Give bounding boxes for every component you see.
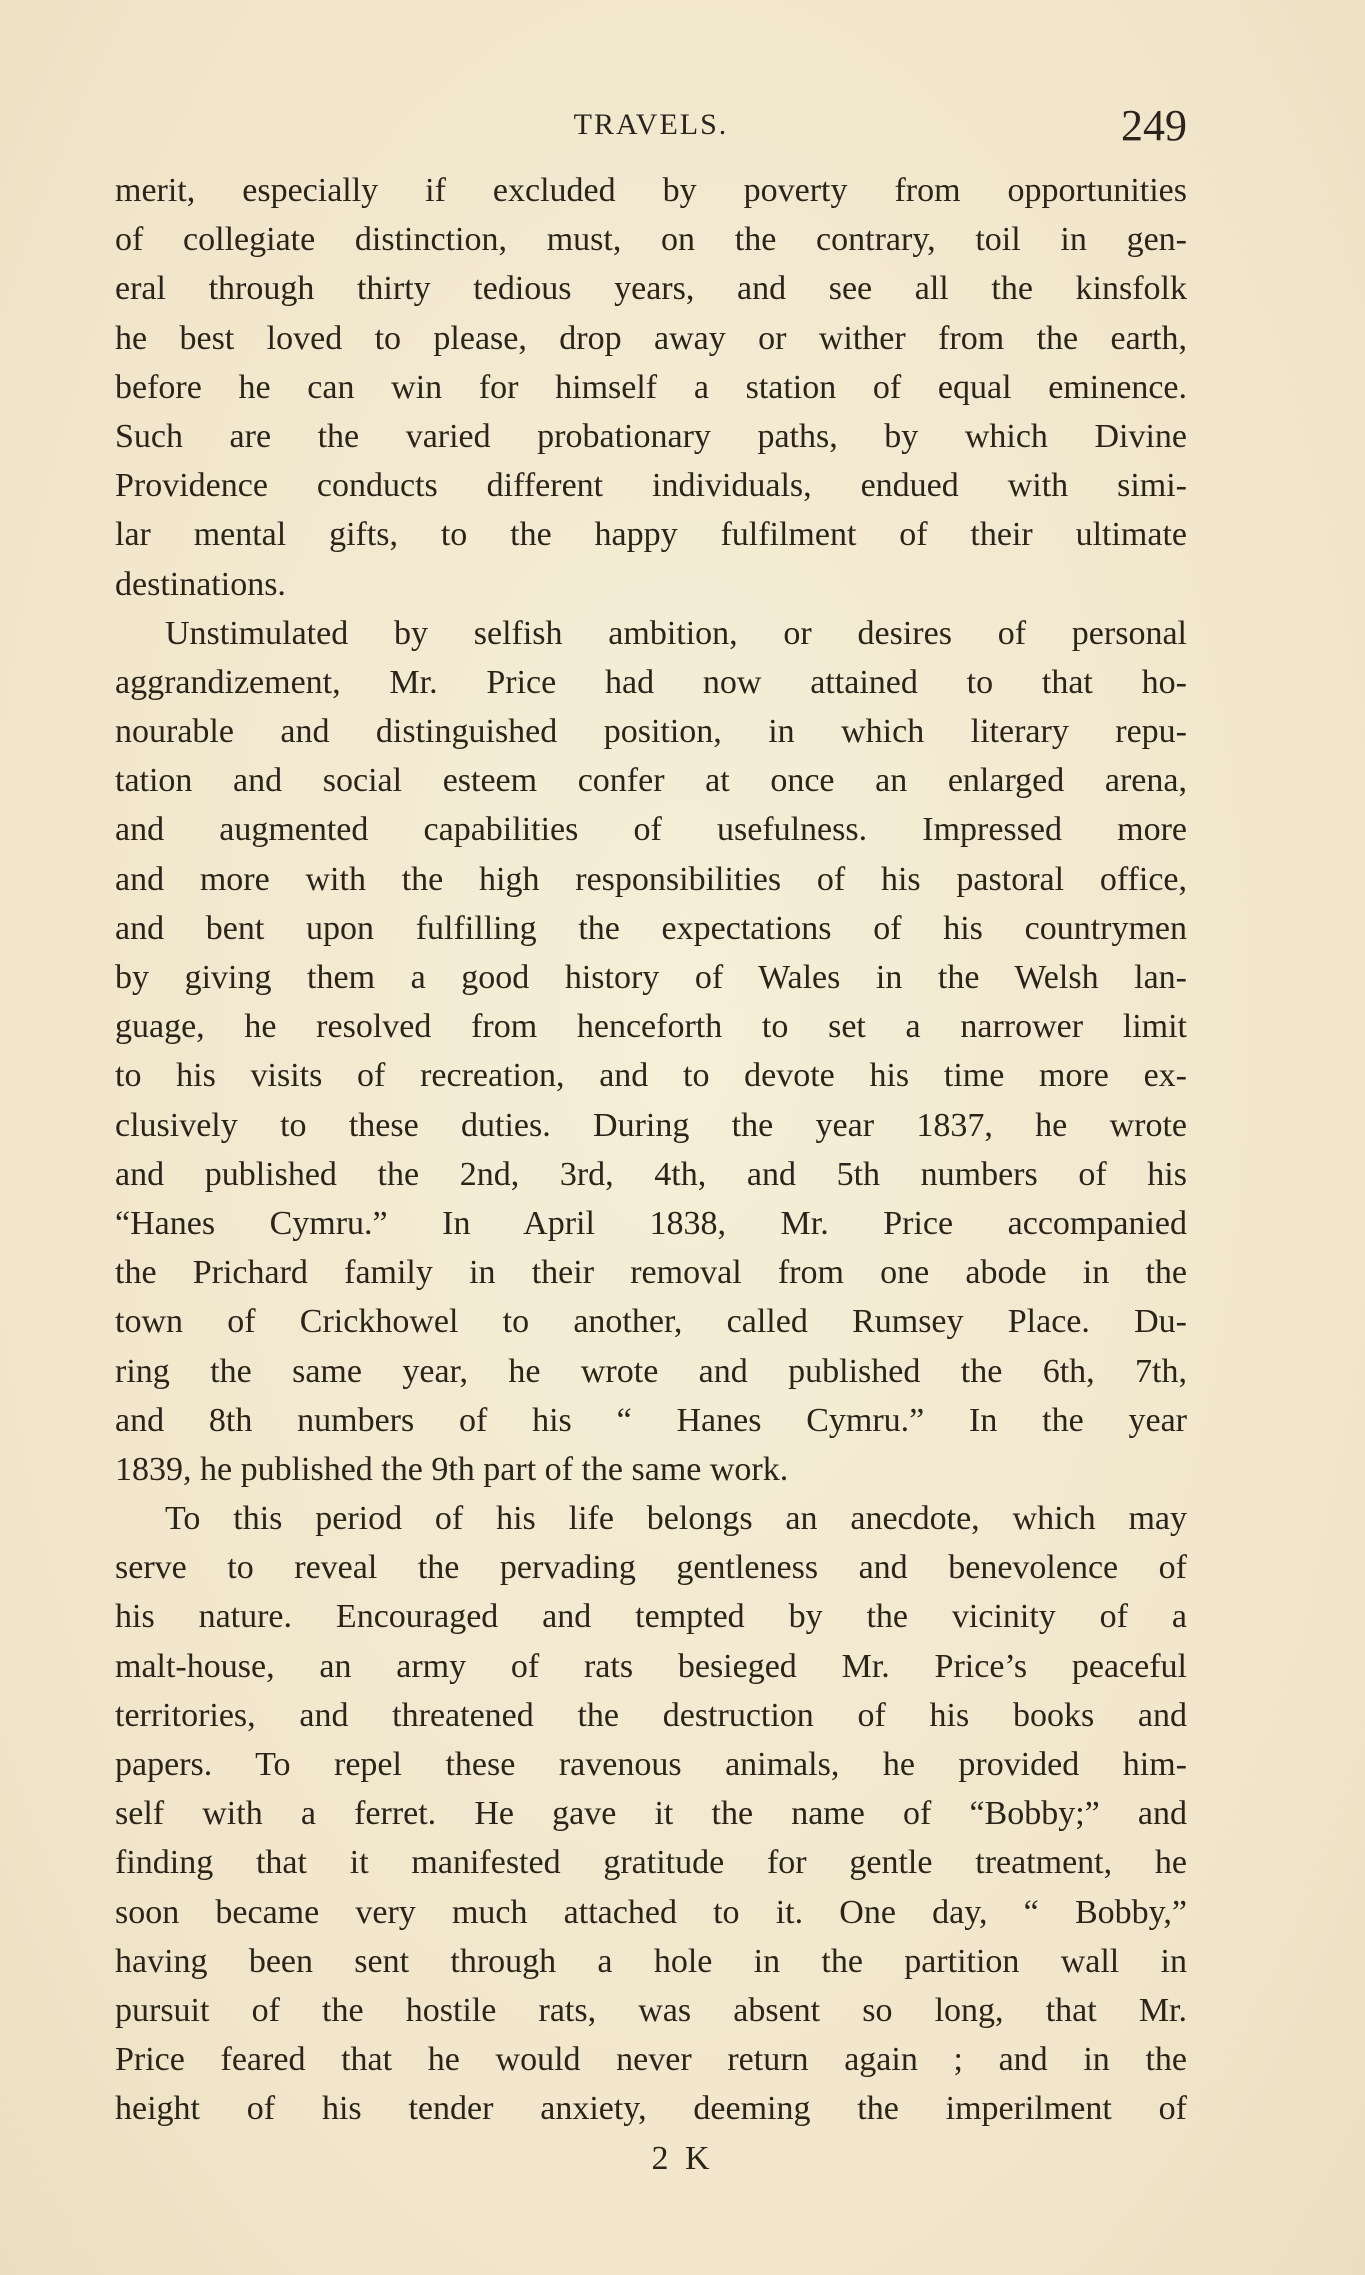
text-line: self with a ferret. He gave it the name of “Bobby;” and [115, 1795, 1187, 1833]
text-line: he best loved to please, drop away or wither from the earth, [115, 319, 1187, 357]
text-line: merit, especially if excluded by poverty from opportunities [115, 172, 1187, 209]
page-number: 249 [1121, 101, 1187, 150]
body-text [115, 166, 1187, 2134]
text-line: To this period of his life belongs an anecdote, which may [165, 1500, 1187, 1538]
text-line: Such are the varied probationary paths, by which Divine [115, 417, 1187, 455]
text-line: of collegiate distinction, must, on the contrary, toil in gen- [115, 221, 1187, 259]
text-line: serve to reveal the pervading gentleness and benevolence of [115, 1549, 1187, 1587]
text-line: before he can win for himself a station of equal eminence. [115, 368, 1187, 406]
text-line: having been sent through a hole in the partition wall in [115, 1942, 1187, 1980]
page-header [115, 100, 1187, 156]
signature-mark: 2 K [651, 2140, 714, 2177]
text-line: malt-house, an army of rats besieged Mr. Price’s peaceful [115, 1647, 1187, 1685]
text-line: ring the same year, he wrote and published the 6th, 7th, [115, 1352, 1187, 1390]
text-line: and published the 2nd, 3rd, 4th, and 5th numbers of his [115, 1155, 1187, 1193]
text-line: the Prichard family in their removal from one abode in the [115, 1254, 1187, 1292]
text-line: to his visits of recreation, and to devote his time more ex- [115, 1057, 1187, 1095]
text-line: finding that it manifested gratitude for gentle treatment, he [115, 1844, 1187, 1882]
text-line: by giving them a good history of Wales in the Welsh lan- [115, 959, 1187, 996]
text-line: territories, and threatened the destruction of his books and [115, 1696, 1187, 1734]
text-line: and bent upon fulfilling the expectations of his countrymen [115, 909, 1187, 947]
text-line: lar mental gifts, to the happy fulfilment of their ultimate [115, 516, 1187, 554]
text-line: guage, he resolved from henceforth to set a narrower limit [115, 1008, 1187, 1046]
text-line: nourable and distinguished position, in which literary repu- [115, 713, 1187, 751]
text-line: 1839, he published the 9th part of the same work. [115, 1450, 789, 1488]
text-line: tation and social esteem confer at once an enlarged arena, [115, 762, 1187, 800]
text-line: eral through thirty tedious years, and see all the kinsfolk [115, 270, 1187, 308]
text-line: “Hanes Cymru.” In April 1838, Mr. Price accompanied [115, 1204, 1187, 1242]
text-line: clusively to these duties. During the year 1837, he wrote [115, 1106, 1187, 1144]
text-line: soon became very much attached to it. One day, “ Bobby,” [115, 1893, 1187, 1931]
text-line: papers. To repel these ravenous animals, he provided him- [115, 1746, 1187, 1783]
text-line: Price feared that he would never return again ; and in the [115, 2041, 1187, 2079]
text-line: and more with the high responsibilities of his pastoral office, [115, 860, 1187, 898]
text-line: and augmented capabilities of usefulness. Impressed more [115, 811, 1187, 849]
text-line: height of his tender anxiety, deeming the imperilment of [115, 2090, 1187, 2128]
text-line: his nature. Encouraged and tempted by the vicinity of a [115, 1598, 1187, 1636]
text-line: Providence conducts different individuals, endued with simi- [115, 467, 1187, 505]
running-title: TRAVELS. [573, 108, 729, 141]
text-line: and 8th numbers of his “ Hanes Cymru.” In the year [115, 1401, 1187, 1439]
text-line: pursuit of the hostile rats, was absent so long, that Mr. [115, 1991, 1187, 2029]
text-line: aggrandizement, Mr. Price had now attained to that ho- [115, 663, 1187, 701]
text-line: Unstimulated by selfish ambition, or desires of personal [165, 614, 1187, 652]
text-line: destinations. [115, 565, 286, 603]
text-line: town of Crickhowel to another, called Rumsey Place. Du- [115, 1303, 1187, 1341]
